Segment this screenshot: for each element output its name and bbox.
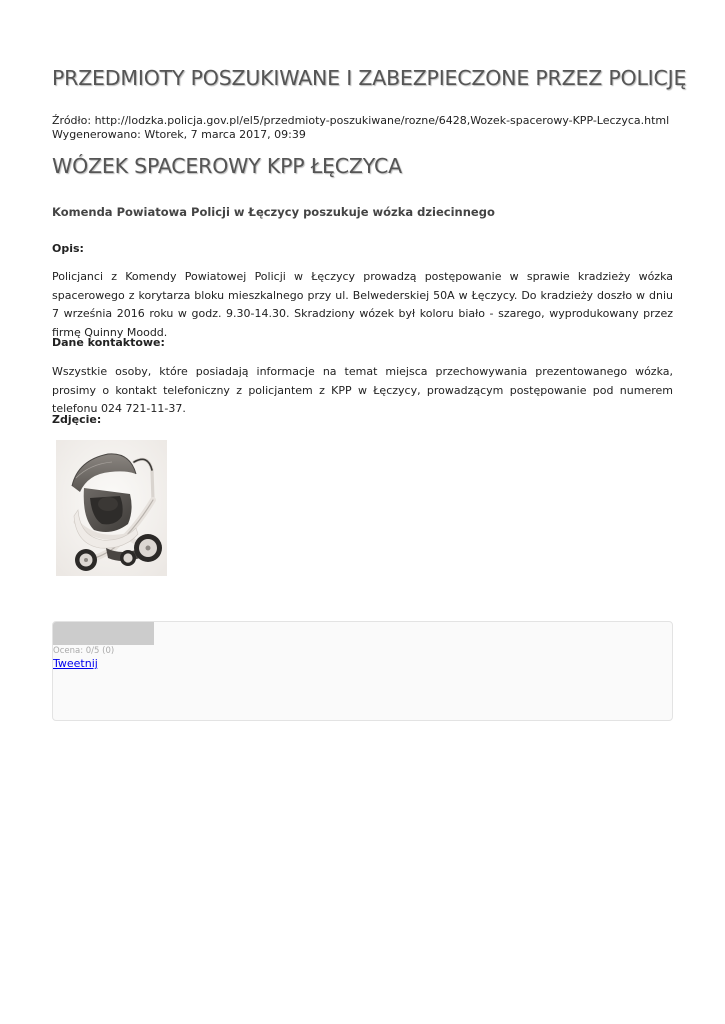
stroller-image bbox=[56, 440, 167, 576]
rating-box bbox=[52, 621, 673, 721]
rating-stars-bar[interactable] bbox=[53, 622, 154, 645]
contact-label: Dane kontaktowe: bbox=[52, 336, 165, 349]
photo-label: Zdjęcie: bbox=[52, 413, 102, 426]
contact-text: Wszystkie osoby, które posiadają informacje na temat miejsca przechowywania prezentowanego wózka, prosimy o kontakt telefoniczny z policjantem z KPP w Łęczycy, prowadzącym postępowanie pod numerem telefonu 024 721-11-37. bbox=[52, 365, 673, 415]
source-line: Źródło: http://lodzka.policja.gov.pl/el5/przedmioty-poszukiwane/rozne/6428,Wozek-spacerowy-KPP-Leczyca.html bbox=[52, 114, 670, 127]
rating-text: Ocena: 0/5 (0) bbox=[53, 646, 115, 656]
document-meta bbox=[52, 114, 669, 142]
generated-line: Wygenerowano: Wtorek, 7 marca 2017, 09:39 bbox=[52, 128, 306, 141]
description-text: Policjanci z Komendy Powiatowej Policji w Łęczycy prowadzą postępowanie w sprawie kradzieży wózka spacerowego z korytarza bloku mieszkalnego przy ul. Belwederskiej 50A w Łęczycy. Do kradzieży doszło w dniu 7 września 2016 roku w godz. 9.30-14.30. Skradziony wózek był koloru biało - szarego, wyprodukowany przez firmę Quinny Moodd. bbox=[52, 270, 673, 339]
article-lead: Komenda Powiatowa Policji w Łęczycy poszukuje wózka dziecinnego bbox=[52, 205, 495, 219]
stroller-photo[interactable] bbox=[56, 440, 167, 576]
tweet-link[interactable]: Tweetnij bbox=[53, 657, 98, 670]
description-label: Opis: bbox=[52, 242, 84, 255]
article-title: WÓZEK SPACEROWY KPP ŁĘCZYCA bbox=[52, 154, 402, 178]
page-title: PRZEDMIOTY POSZUKIWANE I ZABEZPIECZONE PRZEZ POLICJĘ bbox=[52, 66, 687, 90]
